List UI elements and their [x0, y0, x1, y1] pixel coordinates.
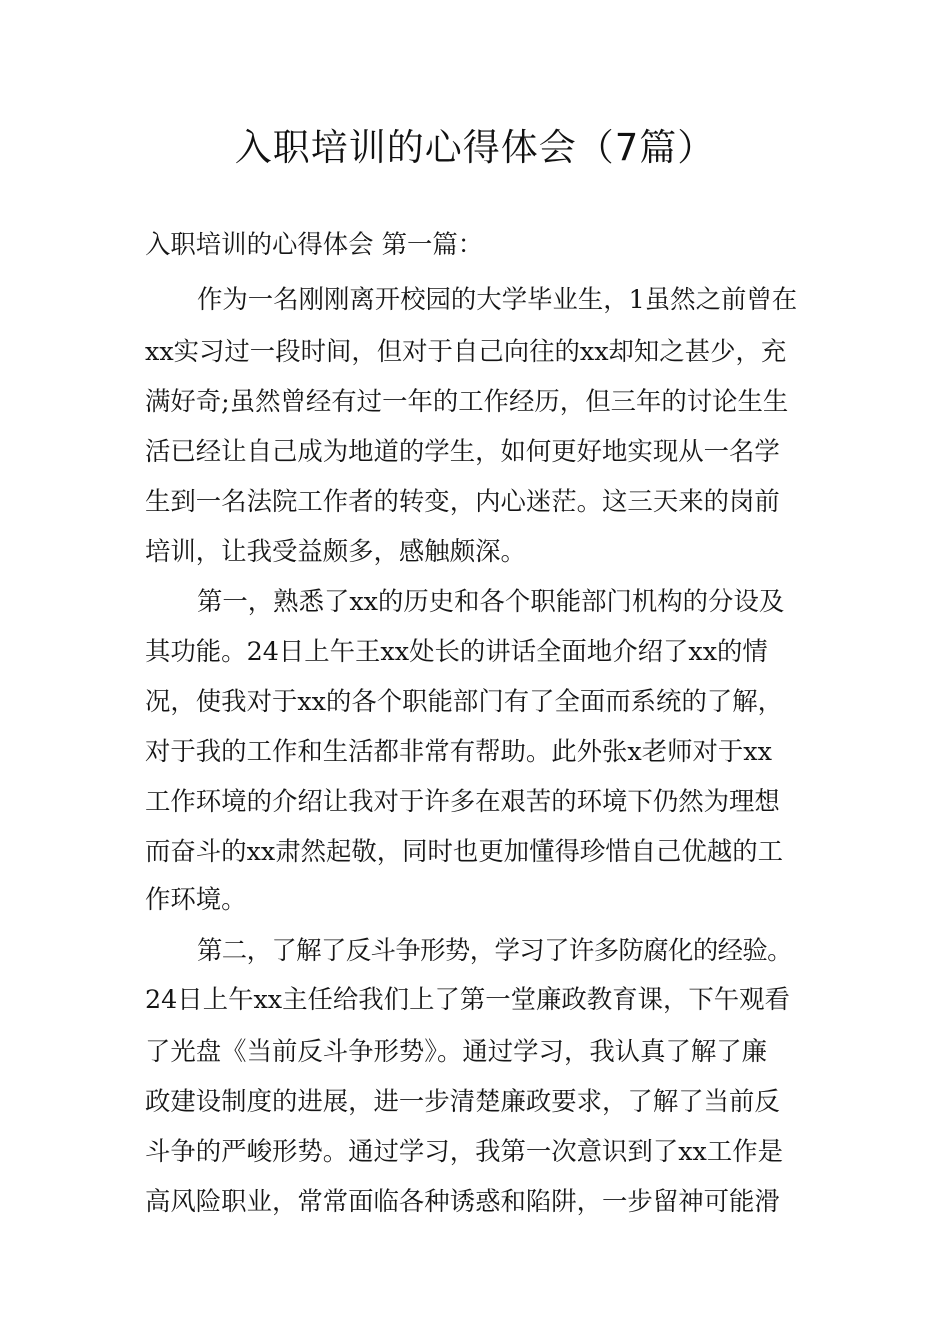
paragraph-line: 第一，熟悉了xx的历史和各个职能部门机构的分设及 [197, 586, 785, 616]
paragraph-line: 第二，了解了反斗争形势，学习了许多防腐化的经验。 [197, 935, 792, 965]
section-heading: 入职培训的心得体会 第一篇： [145, 229, 484, 259]
paragraph-line: 对于我的工作和生活都非常有帮助。此外张x老师对于xx [145, 736, 772, 766]
paragraph-line: 活已经让自己成为地道的学生，如何更好地实现从一名学 [145, 436, 780, 466]
paragraph-line: 斗争的严峻形势。通过学习，我第一次意识到了xx工作是 [145, 1136, 784, 1166]
paragraph-line: 作为一名刚刚离开校园的大学毕业生，1虽然之前曾在 [197, 284, 798, 314]
paragraph-line: 24日上午xx主任给我们上了第一堂廉政教育课，下午观看 [145, 984, 790, 1014]
paragraph-line: xx实习过一段时间，但对于自己向往的xx却知之甚少，充 [145, 336, 787, 366]
paragraph-line: 培训，让我受益颇多，感触颇深。 [145, 536, 526, 566]
paragraph-line: 政建设制度的进展，进一步清楚廉政要求，了解了当前反 [145, 1086, 780, 1116]
paragraph-line: 而奋斗的xx肃然起敬，同时也更加懂得珍惜自己优越的工 [145, 836, 784, 866]
paragraph-line: 其功能。24日上午王xx处长的讲话全面地介绍了xx的情 [145, 636, 768, 666]
paragraph-line: 高风险职业，常常面临各种诱惑和陷阱，一步留神可能滑 [145, 1186, 780, 1216]
document-title: 入职培训的心得体会（7篇） [234, 126, 716, 169]
paragraph-line: 了光盘《当前反斗争形势》。通过学习，我认真了解了廉 [145, 1036, 768, 1066]
paragraph-line: 工作环境的介绍让我对于许多在艰苦的环境下仍然为理想 [145, 786, 780, 816]
paragraph-line: 满好奇;虽然曾经有过一年的工作经历，但三年的讨论生生 [145, 386, 789, 416]
paragraph-line: 况，使我对于xx的各个职能部门有了全面而系统的了解， [145, 686, 784, 716]
paragraph-line: 作环境。 [145, 884, 247, 914]
paragraph-line: 生到一名法院工作者的转变，内心迷茫。这三天来的岗前 [145, 486, 780, 516]
